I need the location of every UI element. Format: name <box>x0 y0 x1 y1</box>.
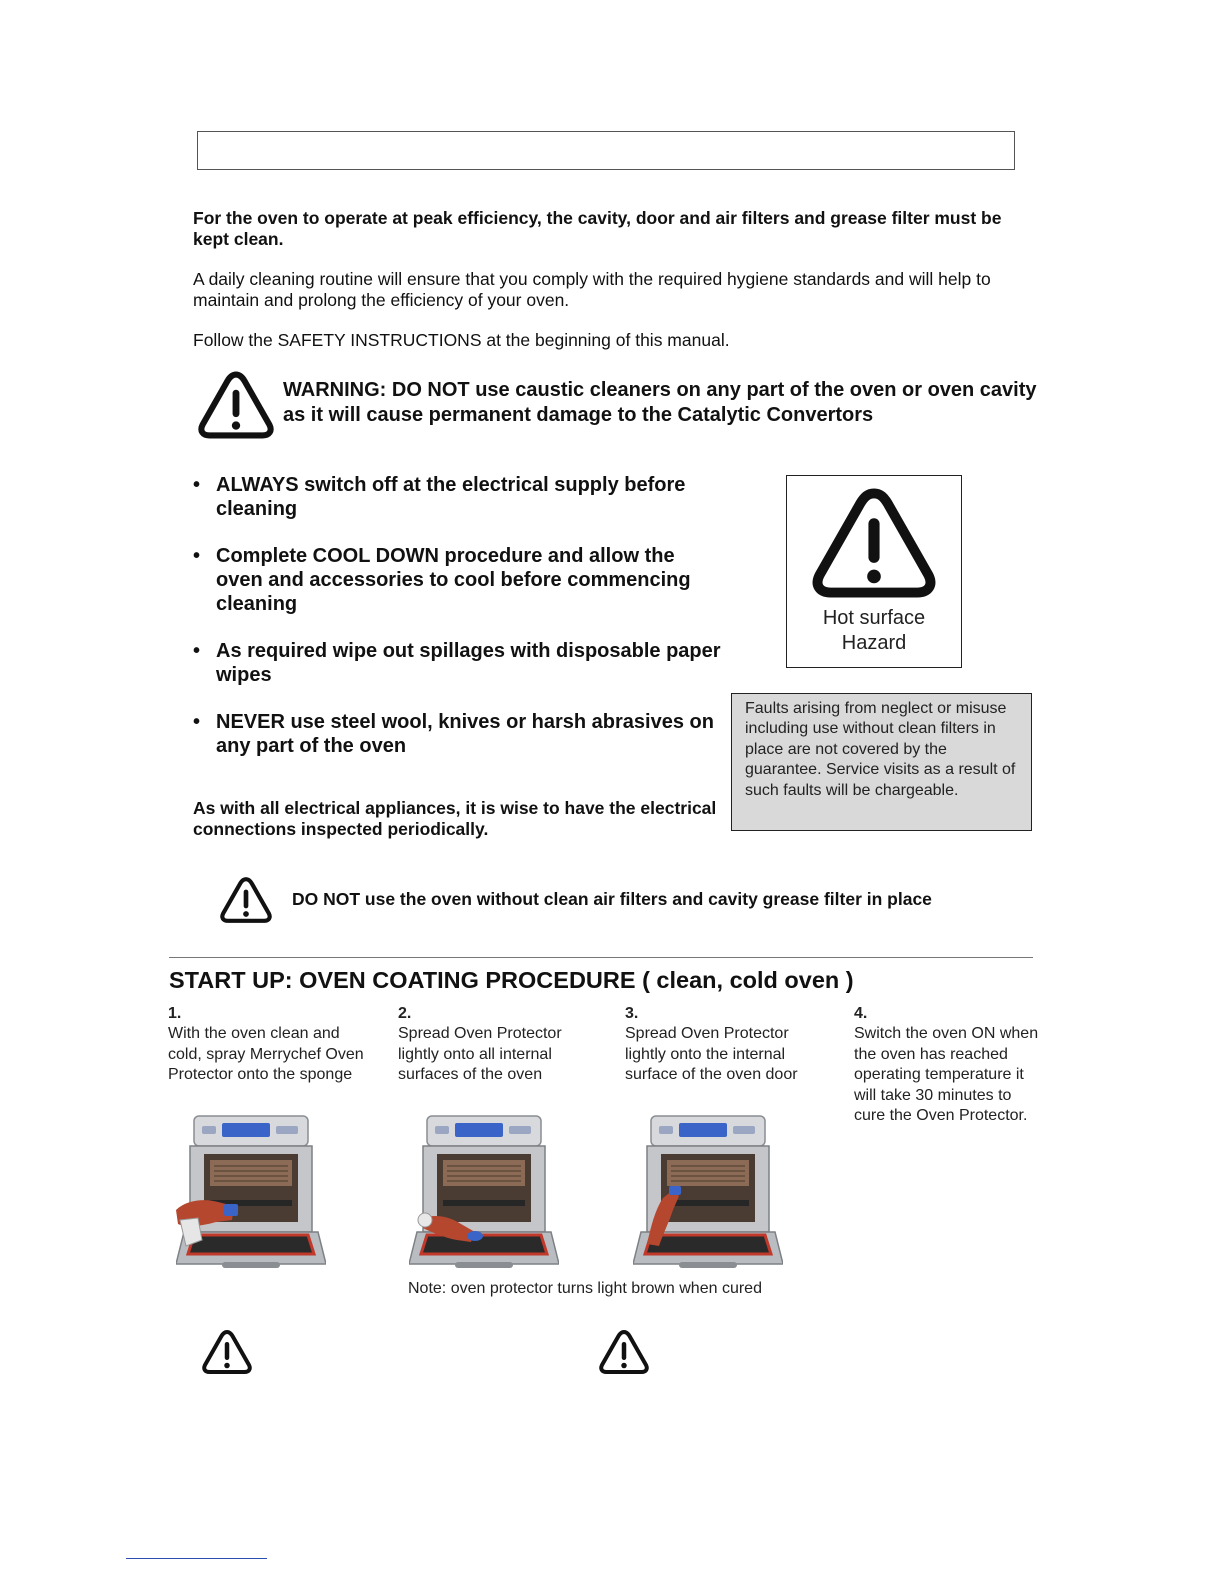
bullet-item: • ALWAYS switch off at the electrical supply before cleaning <box>193 473 723 521</box>
step-text: Spread Oven Protector lightly onto all internal surfaces of the oven <box>398 1025 562 1084</box>
warning-triangle-icon <box>220 876 272 924</box>
warning-caustic-text: WARNING: DO NOT use caustic cleaners on any part of the oven or oven cavity as it will cause permanent damage to the Catalytic Convertors <box>283 379 1037 426</box>
step-number: 1. <box>168 1005 182 1022</box>
cure-note: Note: oven protector turns light brown when cured <box>408 1280 762 1297</box>
hazard-label <box>787 606 961 656</box>
warning-filters-text: DO NOT use the oven without clean air filters and cavity grease filter in place <box>292 889 932 909</box>
step-2 <box>398 1004 598 1086</box>
bullet-item: • Complete COOL DOWN procedure and allow the oven and accessories to cool before commencing cleaning <box>193 544 723 616</box>
intro-daily-text: A daily cleaning routine will ensure that you comply with the required hygiene standards and will help to maintain and prolong the efficiency of your oven. <box>193 269 991 310</box>
step-number: 3. <box>625 1005 639 1022</box>
oven-illustration-spray <box>176 1114 326 1274</box>
cleaning-bullet-list <box>193 473 723 758</box>
step-3 <box>625 1004 825 1086</box>
step-number: 4. <box>854 1005 868 1022</box>
hot-surface-hazard-box <box>786 475 962 668</box>
hazard-label-line2: Hazard <box>841 632 907 654</box>
step-1 <box>168 1004 368 1086</box>
header-box <box>197 131 1015 170</box>
hot-surface-warning-icon <box>812 486 936 600</box>
warning-triangle-icon <box>599 1329 649 1375</box>
oven-illustration-internal <box>409 1114 559 1274</box>
step-4 <box>854 1004 1044 1126</box>
hazard-label-line1: Hot surface <box>822 607 926 629</box>
section-divider <box>169 957 1033 958</box>
intro-follow-text: Follow the SAFETY INSTRUCTIONS at the beginning of this manual. <box>193 330 730 350</box>
bullet-item: • NEVER use steel wool, knives or harsh abrasives on any part of the oven <box>193 710 723 758</box>
step-number: 2. <box>398 1005 412 1022</box>
warning-triangle-icon <box>198 370 274 440</box>
oven-illustration-door <box>633 1114 783 1274</box>
footer-link-underline <box>126 1558 267 1559</box>
step-text: Switch the oven ON when the oven has reached operating temperature it will take 30 minutes to cure the Oven Protector. <box>854 1025 1039 1125</box>
step-text: With the oven clean and cold, spray Merrychef Oven Protector onto the sponge <box>168 1025 364 1084</box>
section-title: START UP: OVEN COATING PROCEDURE ( clean, cold oven ) <box>169 967 854 993</box>
intro-bold-text: For the oven to operate at peak efficiency, the cavity, door and air filters and grease filter must be kept clean. <box>193 208 1002 249</box>
bullet-item: • As required wipe out spillages with disposable paper wipes <box>193 639 723 687</box>
guarantee-note-box: Faults arising from neglect or misuse including use without clean filters in place are not covered by the guarantee. Service visits as a result of such faults will be chargeable. <box>731 693 1032 831</box>
step-text: Spread Oven Protector lightly onto the internal surface of the oven door <box>625 1025 798 1084</box>
appliance-note: As with all electrical appliances, it is wise to have the electrical connections inspected periodically. <box>193 798 717 839</box>
warning-triangle-icon <box>202 1329 252 1375</box>
